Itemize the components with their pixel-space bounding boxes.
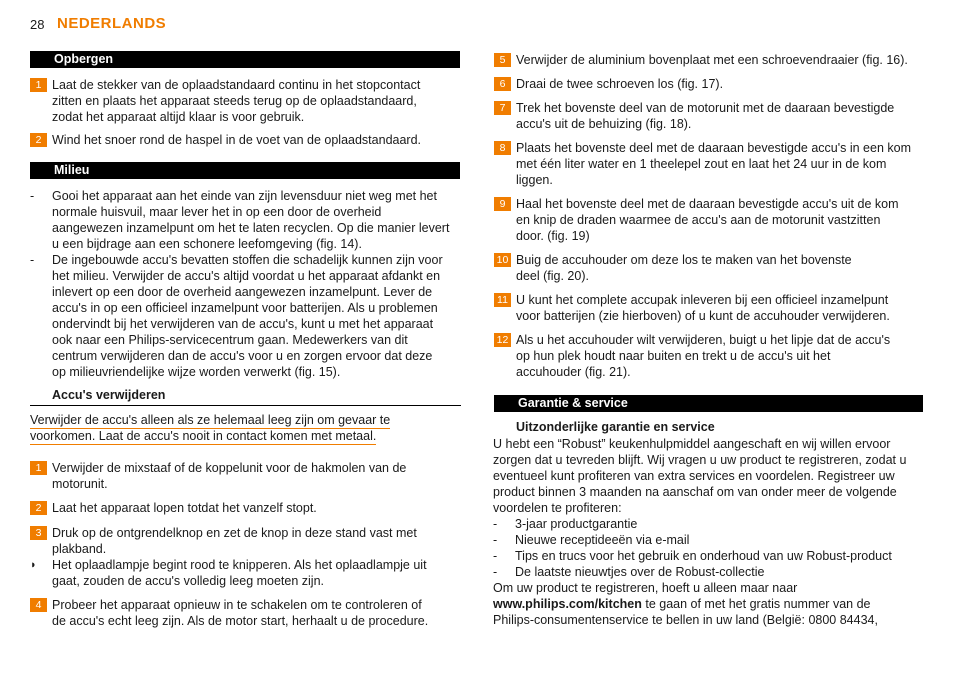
benefit-text: Nieuwe receptideeën via e-mail	[515, 533, 690, 547]
text-line: Druk op de ontgrendelknop en zet de knop in deze stand vast met	[52, 526, 417, 540]
text-line: ook naar een Philips-servicecentrum gaan. Medewerkers van dit	[52, 333, 408, 347]
text-line: Plaats het bovenste deel met de daaraan bevestigde accu's in een kom	[516, 141, 912, 155]
text-line: Het oplaadlampje begint rood te knipperen. Als het oplaadlampje uit	[52, 558, 427, 572]
text-line: accuhouder (fig. 21).	[516, 365, 631, 379]
result-bullet-icon: ◗	[30, 559, 37, 571]
text-line: Probeer het apparaat opnieuw in te schakelen om te controleren of	[52, 598, 422, 612]
text-line: Haal het bovenste deel met de daaraan bevestigde accu's uit de kom	[516, 197, 899, 211]
text-line: gaat, zouden de accu's volledig leeg moeten zijn.	[52, 574, 325, 588]
garantie-outro	[493, 580, 938, 628]
text-line: Trek het bovenste deel van de motorunit met de daaraan bevestigde	[516, 101, 895, 115]
text-line: deel (fig. 20).	[516, 269, 589, 283]
warning-line: Verwijder de accu's alleen als ze helemaal leeg zijn om gevaar te	[30, 413, 391, 427]
text-line: zorgen dat u tevreden blijft. Wij vragen u uw product te registreren, zodat u	[493, 453, 907, 467]
dash: -	[30, 253, 35, 267]
step-number: 3	[30, 526, 47, 540]
step-number: 9	[494, 197, 511, 211]
text-line: en knip de draden waarmee de accu's aan de motorunit vastzitten	[516, 213, 881, 227]
text-line: Om uw product te registreren, hoeft u alleen maar naar	[493, 581, 798, 595]
subheading-accus-verwijderen: Accu's verwijderen	[52, 388, 166, 402]
text-line: inlevert op een door de overheid aangewezen inzamelpunt. Lever de	[52, 285, 433, 299]
text-line: op milieuvriendelijke wijze worden verwerkt (fig. 15).	[52, 365, 341, 379]
warning-text	[30, 412, 470, 444]
divider	[30, 405, 461, 406]
text-line: eventueel kunt profiteren van extra services en voordelen. Registreer uw	[493, 469, 895, 483]
text-line: Draai de twee schroeven los (fig. 17).	[516, 77, 724, 91]
text-line: Laat de stekker van de oplaadstandaard continu in het stopcontact	[52, 78, 421, 92]
text-line: U kunt het complete accupak inleveren bij een officieel inzamelpunt	[516, 293, 889, 307]
text-line: op hun plek houdt naar buiten en trekt u de accu's uit het	[516, 349, 831, 363]
text-line: het milieu. Verwijder de accu's altijd voordat u het apparaat afdankt en	[52, 269, 441, 283]
dash: -	[493, 517, 498, 531]
text-line: met één liter water en 1 theelepel zout en laat het 24 uur in de kom	[516, 157, 887, 171]
step-number: 1	[30, 461, 47, 475]
text-line: Als u het accuhouder wilt verwijderen, buigt u het lipje dat de accu's	[516, 333, 891, 347]
step-number: 5	[494, 53, 511, 67]
text-line: centrum verwijderen dan de accu's voor u en zorgen ervoor dat deze	[52, 349, 433, 363]
text-line: accu's in op een officieel inzamelpunt voor batterijen. Als u problemen	[52, 301, 438, 315]
text-line: U hebt een “Robust” keukenhulpmiddel aangeschaft en wij willen ervoor	[493, 437, 891, 451]
text-line: de accu's echt leeg zijn. Als de motor start, herhaalt u de procedure.	[52, 614, 429, 628]
text-line: aangewezen inzamelpunt om het te laten recyclen. Op die manier levert	[52, 221, 450, 235]
warning-line: voorkomen. Laat de accu's nooit in contact komen met metaal.	[30, 429, 377, 443]
text-line: door. (fig. 19)	[516, 229, 590, 243]
text-line: u een bijdrage aan een schonere leefomgeving (fig. 14).	[52, 237, 362, 251]
page-number: 28	[30, 17, 45, 32]
text-line: Verwijder de mixstaaf of de koppelunit voor de hakmolen van de	[52, 461, 407, 475]
step-number: 8	[494, 141, 511, 155]
step-number: 2	[30, 133, 47, 147]
step-number: 11	[494, 293, 511, 307]
section-milieu: Milieu	[30, 162, 460, 179]
benefit-text: 3-jaar productgarantie	[515, 517, 638, 531]
text-line: product binnen 3 maanden na aanschaf om van onder meer de volgende	[493, 485, 897, 499]
philips-url-link[interactable]: www.philips.com/kitchen	[493, 597, 642, 611]
garantie-intro	[493, 436, 938, 516]
step-number: 2	[30, 501, 47, 515]
text-line: Verwijder de aluminium bovenplaat met een schroevendraaier (fig. 16).	[516, 53, 908, 67]
step-number: 7	[494, 101, 511, 115]
dash: -	[493, 533, 498, 547]
text-line: De ingebouwde accu's bevatten stoffen die schadelijk kunnen zijn voor	[52, 253, 443, 267]
text-line: zitten en plaats het apparaat steeds terug op de oplaadstandaard,	[52, 94, 417, 108]
step-number: 1	[30, 78, 47, 92]
step-number: 6	[494, 77, 511, 91]
text-line: plakband.	[52, 542, 107, 556]
text-line: Wind het snoer rond de haspel in de voet van de oplaadstandaard.	[52, 133, 422, 147]
benefit-text: Tips en trucs voor het gebruik en onderhoud van uw Robust-product	[515, 549, 892, 563]
text-line: Gooi het apparaat aan het einde van zijn levensduur niet weg met het	[52, 189, 437, 203]
dash: -	[30, 189, 35, 203]
text-line: normale huisvuil, maar lever het in op een door de overheid	[52, 205, 382, 219]
text-line	[493, 596, 938, 612]
language-heading: NEDERLANDS	[57, 15, 167, 32]
benefit-text: De laatste nieuwtjes over de Robust-collectie	[515, 565, 765, 579]
section-garantie: Garantie & service	[494, 395, 923, 412]
text-line: ondervindt bij het verwijderen van de accu's, kunt u met het apparaat	[52, 317, 434, 331]
subheading-garantie: Uitzonderlijke garantie en service	[516, 420, 715, 434]
text-line: voor batterijen (zie hierboven) of u kunt de accuhouder verwijderen.	[516, 309, 890, 323]
text-line: liggen.	[516, 173, 553, 187]
text-line: voordelen te profiteren:	[493, 501, 622, 515]
section-opbergen: Opbergen	[30, 51, 460, 68]
text-line: Laat het apparaat lopen totdat het vanzelf stopt.	[52, 501, 317, 515]
text-line: Buig de accuhouder om deze los te maken van het bovenste	[516, 253, 852, 267]
step-number: 4	[30, 598, 47, 612]
text-line: zodat het apparaat altijd klaar is voor gebruik.	[52, 110, 305, 124]
text-line: Philips-consumentenservice te bellen in uw land (België: 0800 84434,	[493, 613, 878, 627]
dash: -	[493, 549, 498, 563]
dash: -	[493, 565, 498, 579]
text-line: accu's uit de behuizing (fig. 18).	[516, 117, 692, 131]
text-fragment: te gaan of met het gratis nummer van de	[641, 597, 871, 611]
text-line: motorunit.	[52, 477, 108, 491]
step-number: 10	[494, 253, 511, 267]
step-number: 12	[494, 333, 511, 347]
